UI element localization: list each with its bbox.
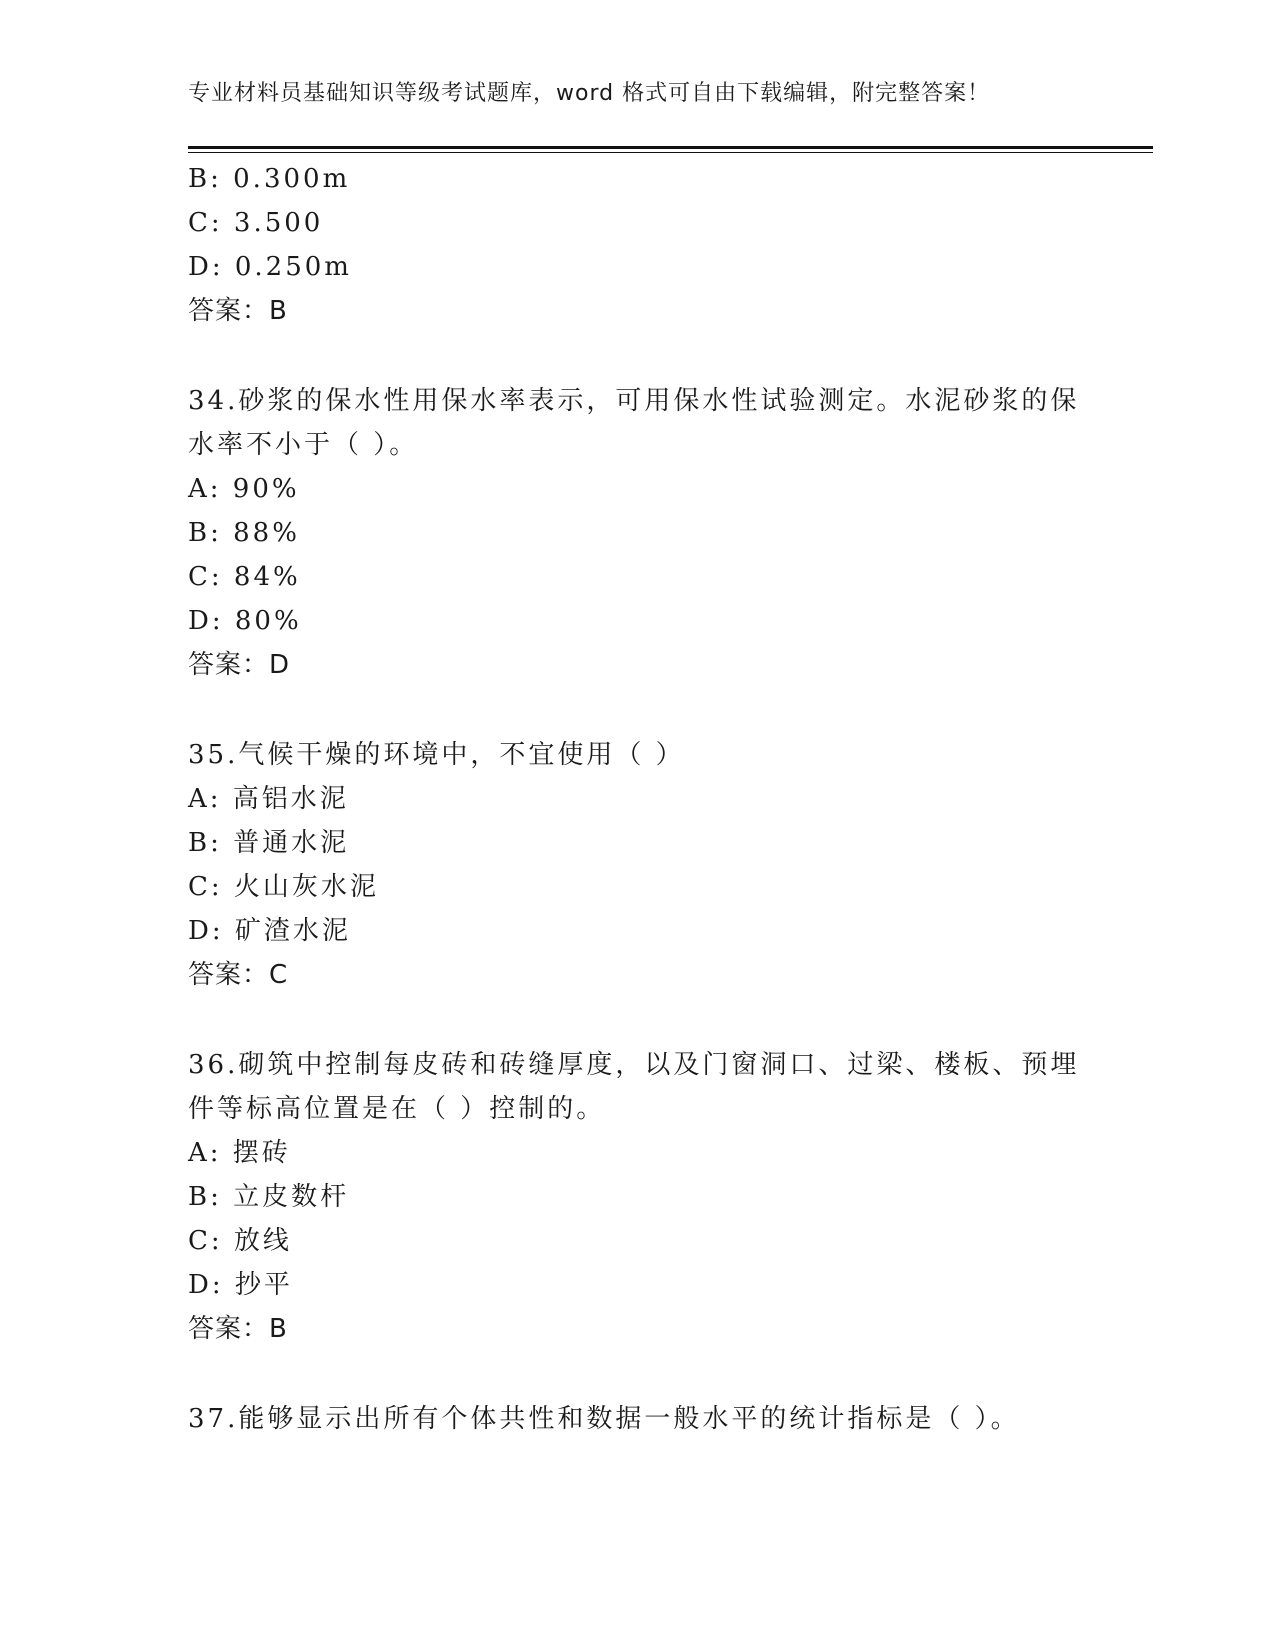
q36-option-b: B: 立皮数杆 xyxy=(188,1182,350,1212)
q34-option-a: A: 90% xyxy=(188,474,300,504)
q36-option-c: C: 放线 xyxy=(188,1226,292,1256)
q34-option-d: D: 80% xyxy=(188,606,302,636)
q35-answer: 答案：C xyxy=(188,960,289,990)
q35-option-c: C: 火山灰水泥 xyxy=(188,872,379,902)
q34-stem-line1: 34.砂浆的保水性用保水率表示，可用保水性试验测定。水泥砂浆的保 xyxy=(188,386,1080,416)
q34-answer: 答案：D xyxy=(188,650,291,680)
header-rule-thin xyxy=(188,152,1153,153)
header-rule-thick xyxy=(188,146,1153,149)
q33-option-b: B: 0.300m xyxy=(188,164,351,194)
q34-stem-line2: 水率不小于（ ）。 xyxy=(188,430,419,460)
q36-stem-line2: 件等标高位置是在（ ）控制的。 xyxy=(188,1094,606,1124)
q33-option-d: D: 0.250m xyxy=(188,252,352,282)
q36-option-a: A: 摆砖 xyxy=(188,1138,291,1168)
q33-option-c: C: 3.500 xyxy=(188,208,324,238)
q35-option-b: B: 普通水泥 xyxy=(188,828,350,858)
q36-stem-line1: 36.砌筑中控制每皮砖和砖缝厚度，以及门窗洞口、过梁、楼板、预埋 xyxy=(188,1050,1080,1080)
q35-stem-line1: 35.气候干燥的环境中，不宜使用（ ） xyxy=(188,740,685,770)
q36-answer: 答案：B xyxy=(188,1314,288,1344)
q33-answer: 答案：B xyxy=(188,296,288,326)
q34-option-c: C: 84% xyxy=(188,562,301,592)
page-header: 专业材料员基础知识等级考试题库，word 格式可自由下载编辑，附完整答案！ xyxy=(188,81,991,106)
q37-stem-line1: 37.能够显示出所有个体共性和数据一般水平的统计指标是（ ）。 xyxy=(188,1404,1020,1434)
q34-option-b: B: 88% xyxy=(188,518,300,548)
q36-option-d: D: 抄平 xyxy=(188,1270,293,1300)
q35-option-a: A: 高铝水泥 xyxy=(188,784,349,814)
q35-option-d: D: 矿渣水泥 xyxy=(188,916,351,946)
